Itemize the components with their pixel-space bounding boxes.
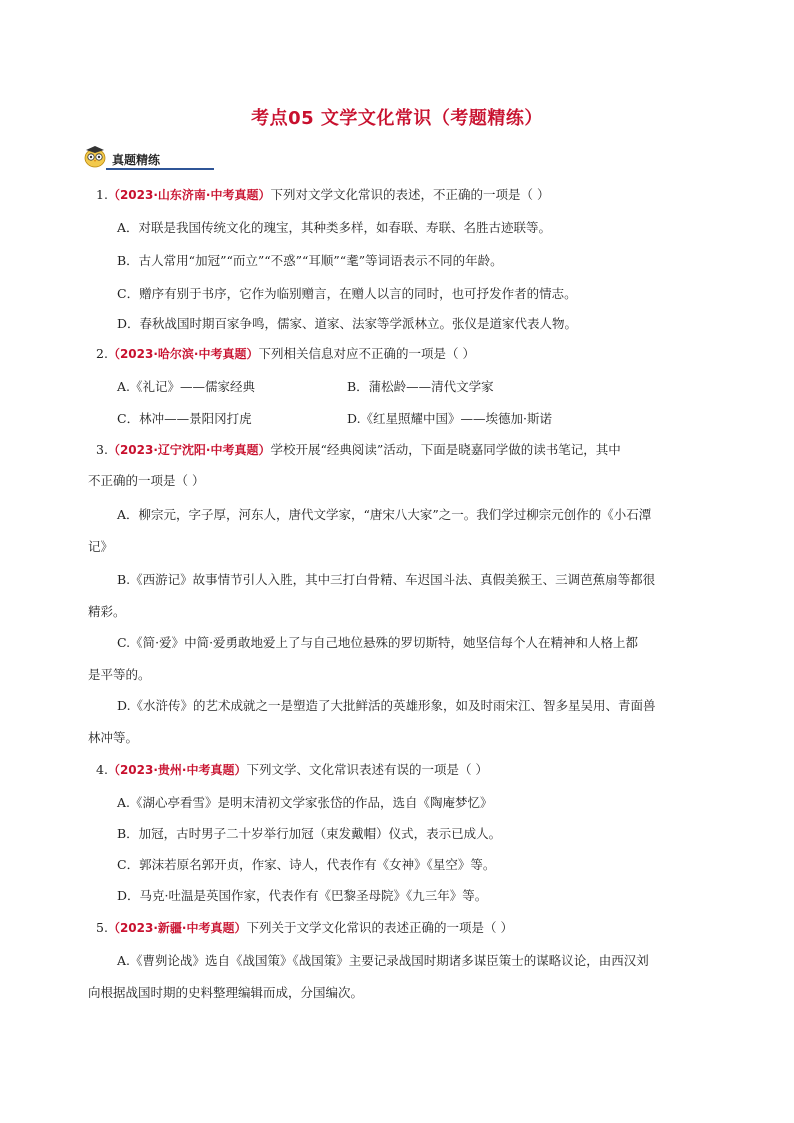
question-5: 5.（2023·新疆·中考真题）下列关于文学文化常识的表述正确的一项是（ ） (96, 920, 513, 935)
question-2-source: （2023·哈尔滨·中考真题） (107, 347, 259, 361)
q4-option-b: B．加冠，古时男子二十岁举行加冠（束发戴帽）仪式，表示已成人。 (117, 826, 502, 841)
q3-option-c-cont: 是平等的。 (88, 667, 151, 682)
q5-option-a-cont: 向根据战国时期的史料整理编辑而成，分国编次。 (88, 985, 364, 1000)
q1-option-b: B．古人常用“加冠”“而立”“不惑”“耳顺”“耄”等词语表示不同的年龄。 (117, 253, 503, 268)
question-5-source: （2023·新疆·中考真题） (107, 921, 247, 935)
q2-option-c: C．林冲——景阳冈打虎 (117, 411, 252, 426)
question-1-source: （2023·山东济南·中考真题） (107, 188, 271, 202)
q4-option-d: D．马克·吐温是英国作家，代表作有《巴黎圣母院》《九三年》等。 (117, 888, 488, 903)
q3-option-a-cont: 记》 (88, 539, 114, 554)
owl-icon (82, 143, 108, 169)
q1-option-c: C．赠序有别于书序，它作为临别赠言，在赠人以言的同时，也可抒发作者的情志。 (117, 286, 577, 301)
q2-row-2 (117, 411, 553, 427)
q3-option-b: B.《西游记》故事情节引人入胜，其中三打白骨精、车迟国斗法、真假美猴王、三调芭蕉扇等都很 (117, 572, 656, 587)
q2-option-a: A.《礼记》——儒家经典 (117, 379, 256, 394)
question-4-source: （2023·贵州·中考真题） (107, 763, 247, 777)
q4-option-a: A.《湖心亭看雪》是明末清初文学家张岱的作品，选自《陶庵梦忆》 (117, 795, 493, 810)
q3-option-a: A．柳宗元，字子厚，河东人，唐代文学家，“唐宋八大家”之一。我们学过柳宗元创作的《小石潭 (117, 507, 652, 522)
q3-option-b-cont: 精彩。 (88, 604, 126, 619)
page-title: 考点05 文学文化常识（考题精练） (251, 108, 543, 129)
q3-option-c: C.《简·爱》中简·爱勇敢地爱上了与自己地位悬殊的罗切斯特，她坚信每个人在精神和人格上都 (117, 635, 639, 650)
question-3: 3.（2023·辽宁沈阳·中考真题）学校开展“经典阅读”活动，下面是晓嘉同学做的读书笔记，其中 (96, 442, 621, 457)
q2-row-1 (117, 379, 494, 395)
question-2: 2.（2023·哈尔滨·中考真题）下列相关信息对应不正确的一项是（ ） (96, 346, 475, 361)
q3-option-d-cont: 林冲等。 (88, 730, 139, 745)
q1-option-d: D．春秋战国时期百家争鸣，儒家、道家、法家等学派林立。张仪是道家代表人物。 (117, 316, 578, 331)
q4-option-c: C．郭沫若原名郭开贞，作家、诗人，代表作有《女神》《星空》等。 (117, 857, 496, 872)
section-label: 真题精练 (112, 153, 161, 167)
section-header (82, 143, 214, 173)
question-4: 4.（2023·贵州·中考真题）下列文学、文化常识表述有误的一项是（ ） (96, 762, 488, 777)
question-1: 1.（2023·山东济南·中考真题）下列对文学文化常识的表述，不正确的一项是（ ） (96, 187, 550, 202)
q2-option-b: B．蒲松龄——清代文学家 (347, 379, 494, 394)
q5-option-a: A.《曹刿论战》选自《战国策》《战国策》主要记录战国时期诸多谋臣策士的谋略议论，由西汉刘 (117, 953, 649, 968)
question-3-source: （2023·辽宁沈阳·中考真题） (107, 443, 271, 457)
q1-option-a: A．对联是我国传统文化的瑰宝，其种类多样，如春联、寿联、名胜古迹联等。 (117, 220, 552, 235)
q2-option-d: D.《红星照耀中国》——埃德加·斯诺 (347, 411, 553, 426)
q3-option-d: D.《水浒传》的艺术成就之一是塑造了大批鲜活的英雄形象，如及时雨宋江、智多星吴用、青面兽 (117, 698, 656, 713)
question-3-stem-cont: 不正确的一项是（ ） (88, 473, 205, 488)
section-underline (106, 168, 214, 170)
